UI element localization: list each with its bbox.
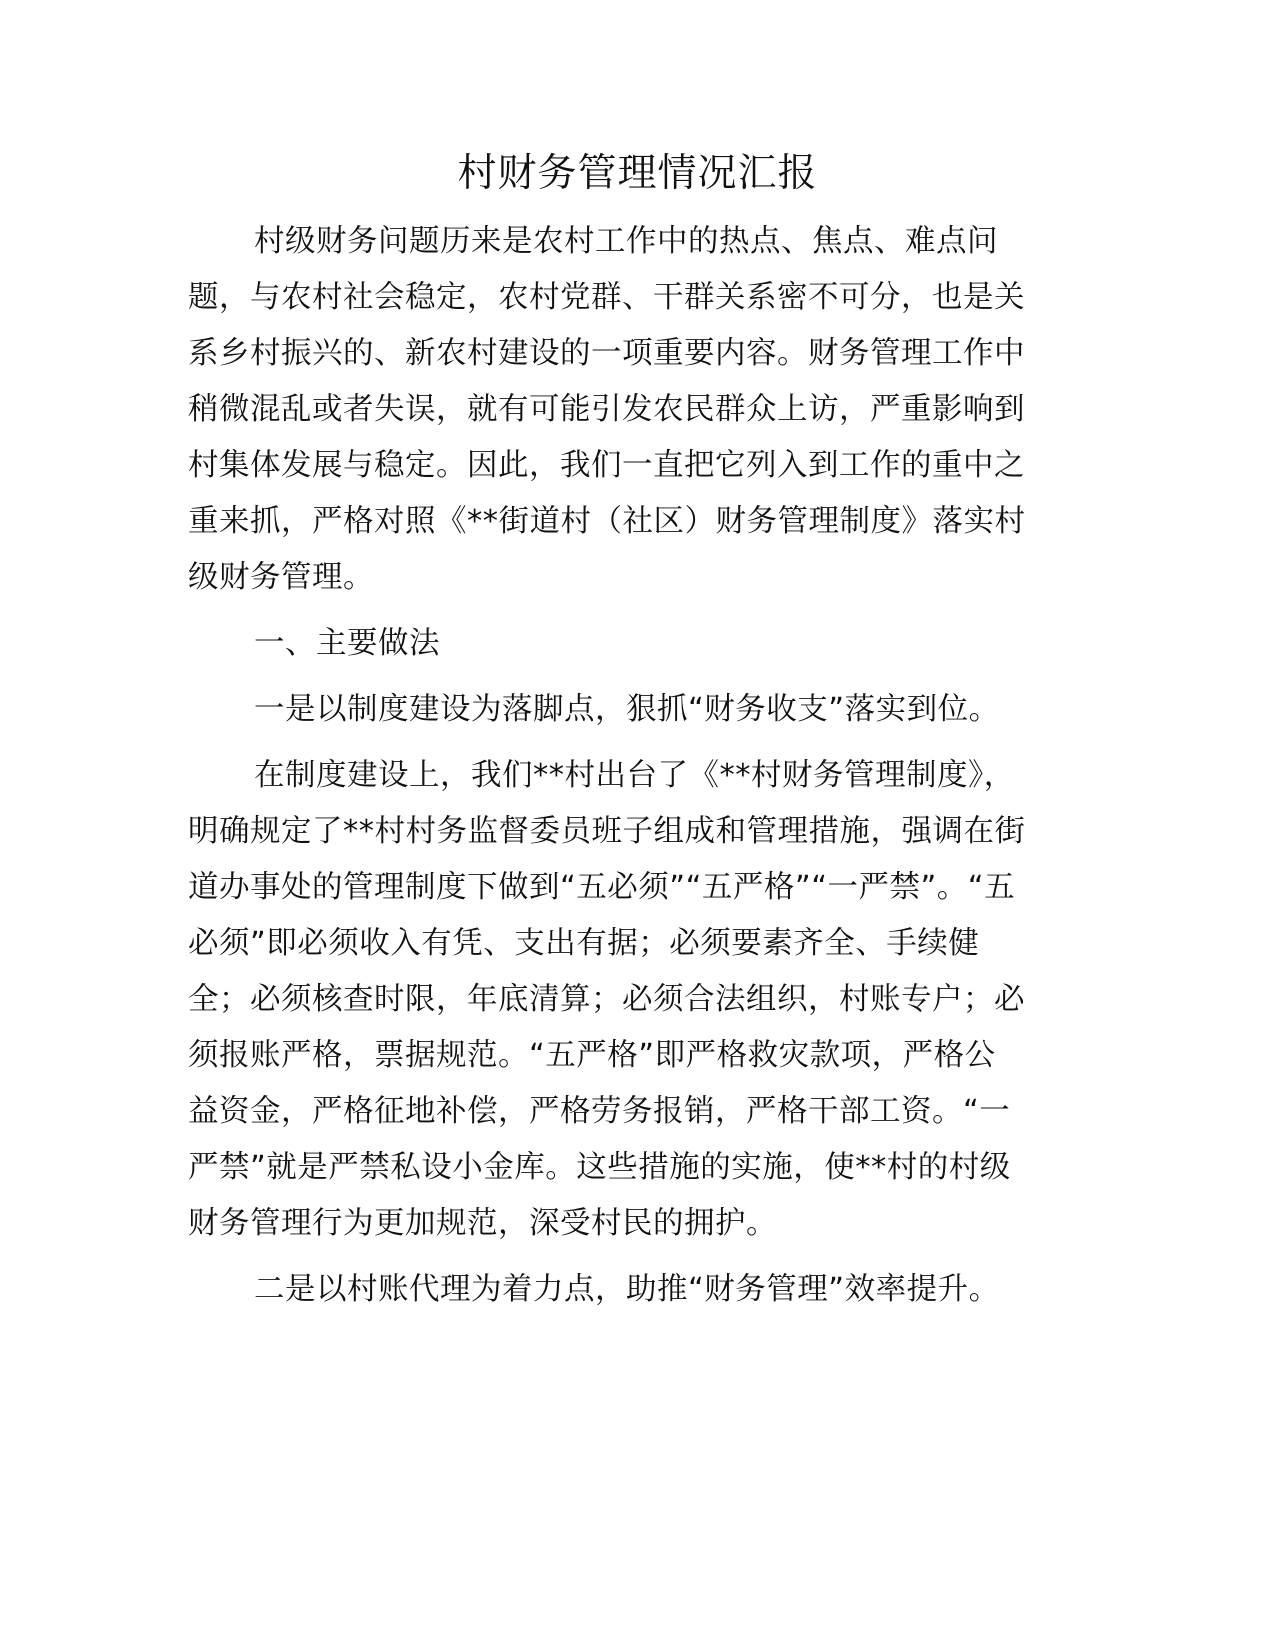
paragraph-line: 题，与农村社会稳定，农村党群、干群关系密不可分，也是关 [188, 280, 1025, 315]
paragraph-line: 系乡村振兴的、新农村建设的一项重要内容。财务管理工作中 [188, 336, 1025, 371]
paragraph-line: 全；必须核查时限，年底清算；必须合法组织，村账专户；必 [188, 982, 1025, 1017]
paragraph-line: 须报账严格，票据规范。“五严格”即严格救灾款项，严格公 [188, 1038, 996, 1073]
subsection-heading: 一是以制度建设为落脚点，狠抓“财务收支”落实到位。 [254, 692, 1000, 727]
paragraph-line: 益资金，严格征地补偿，严格劳务报销，严格干部工资。“一 [188, 1094, 1011, 1129]
paragraph-line: 村级财务问题历来是农村工作中的热点、焦点、难点问 [254, 224, 998, 259]
subsection-heading: 二是以村账代理为着力点，助推“财务管理”效率提升。 [254, 1272, 1000, 1307]
paragraph-line: 重来抓，严格对照《**街道村（社区）财务管理制度》落实村 [188, 504, 1026, 539]
section-heading: 一、主要做法 [254, 626, 440, 661]
paragraph-line: 道办事处的管理制度下做到“五必须”“五严格”“一严禁”。“五 [188, 870, 1016, 905]
paragraph-line: 必须”即必须收入有凭、支出有据；必须要素齐全、手续健 [188, 926, 980, 961]
paragraph-line: 在制度建设上，我们**村出台了《**村财务管理制度》， [254, 758, 1015, 793]
document-title: 村财务管理情况汇报 [457, 151, 818, 196]
paragraph-line: 稍微混乱或者失误，就有可能引发农民群众上访，严重影响到 [188, 392, 1025, 427]
paragraph-line: 村集体发展与稳定。因此，我们一直把它列入到工作的重中之 [188, 448, 1025, 483]
paragraph-line: 级财务管理。 [188, 560, 374, 595]
paragraph-line: 严禁”就是严禁私设小金库。这些措施的实施，使**村的村级 [188, 1150, 1011, 1185]
paragraph-line: 明确规定了**村村务监督委员班子组成和管理措施，强调在街 [188, 814, 1026, 849]
paragraph-line: 财务管理行为更加规范，深受村民的拥护。 [188, 1206, 777, 1241]
